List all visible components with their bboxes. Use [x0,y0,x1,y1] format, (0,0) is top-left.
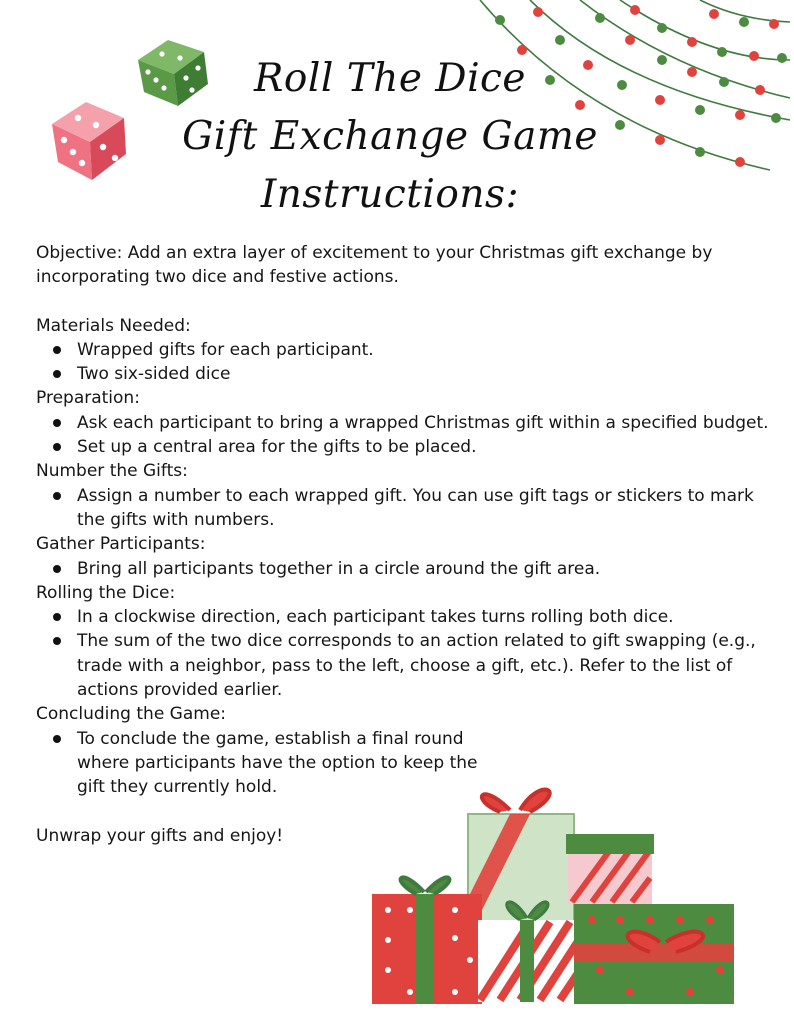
section-heading-rolling: Rolling the Dice: [36,582,176,603]
section-heading-preparation: Preparation: [36,388,140,409]
list-item: Set up a central area for the gifts to be placed. [36,435,776,459]
list-item: To conclude the game, establish a final round where participants have the option to keep the gift they currently hold. [36,727,497,800]
preparation-list [36,411,776,460]
list-item: Ask each participant to bring a wrapped Christmas gift within a specified budget. [36,411,776,435]
gift-boxes-icon [360,770,750,1020]
section-heading-number-gifts: Number the Gifts: [36,461,188,482]
list-item: Wrapped gifts for each participant. [36,338,776,362]
objective-text: Objective: Add an extra layer of excitement to your Christmas gift exchange by incorporating two dice and festive actions. [36,243,713,288]
list-item: Assign a number to each wrapped gift. You can use gift tags or stickers to mark the gifts with numbers. [36,484,776,533]
title-line-3: Instructions: [260,172,520,217]
list-item: Two six-sided dice [36,362,776,386]
section-heading-materials: Materials Needed: [36,315,191,336]
section-heading-gather: Gather Participants: [36,534,206,555]
list-item: The sum of the two dice corresponds to an action related to gift swapping (e.g., trade with a neighbor, pass to the left, choose a gift, etc.). Refer to the list of actions provided earlier. [36,629,776,702]
instructions-body [36,241,776,848]
list-item: Bring all participants together in a circle around the gift area. [36,557,776,581]
number-gifts-list [36,484,776,533]
gather-list [36,557,776,581]
page-title [170,50,610,224]
section-heading-concluding: Concluding the Game: [36,704,227,725]
title-line-2: Gift Exchange Game [182,114,598,159]
title-line-1: Roll The Dice [254,56,526,101]
rolling-list [36,605,776,702]
materials-list [36,338,776,387]
red-die-icon [40,92,140,184]
closing-text: Unwrap your gifts and enjoy! [36,825,284,846]
list-item: In a clockwise direction, each participant takes turns rolling both dice. [36,605,776,629]
